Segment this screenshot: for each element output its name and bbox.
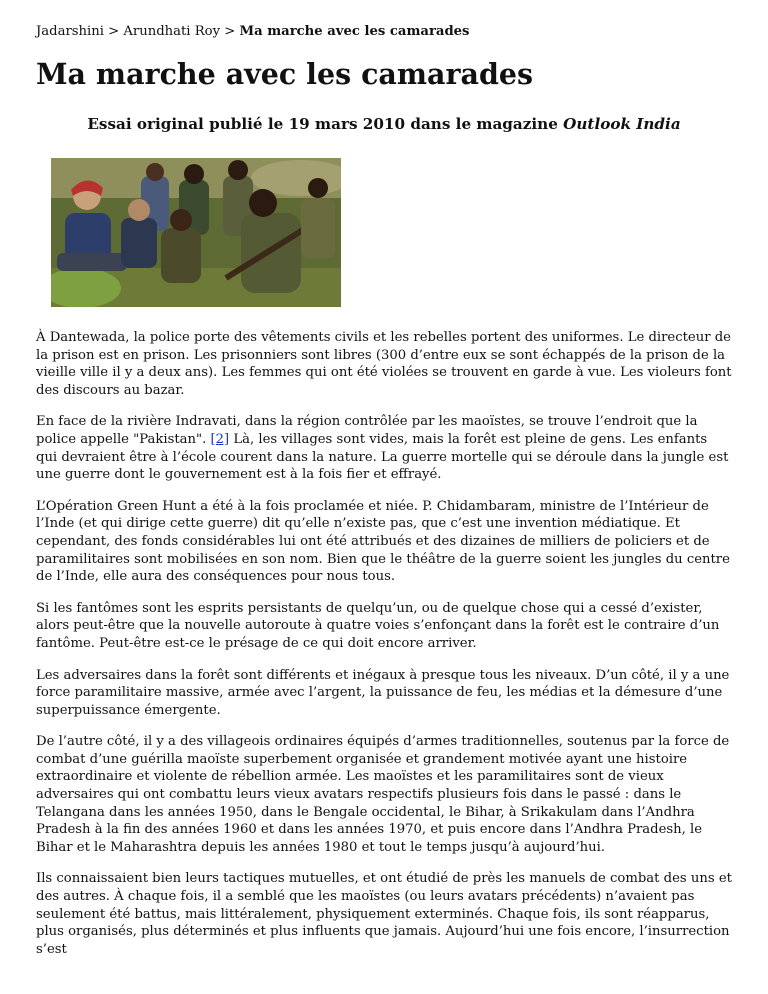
article-photo xyxy=(51,158,341,307)
article-paragraph: Les adversaires dans la forêt sont différents et inégaux à presque tous les niveaux. D’un côté, il y a une force paramilitaire massive, armée avec l’argent, la puissance de feu, les médias et la démesure d’une superpuissance émergente. xyxy=(36,667,730,718)
breadcrumb xyxy=(36,0,732,41)
article-paragraph: À Dantewada, la police porte des vêtements civils et les rebelles portent des uniformes. Le directeur de la prison est en prison. Les prisonniers sont libres (300 d’entre eux se sont échappés de la prison de la vieille ville il y a deux ans). Les femmes qui ont été violées se trouvent en garde à vue. Les violeurs font des discours au bazar. xyxy=(36,330,732,398)
paragraph-text: En face de la rivière Indravati, dans la région contrôlée par les maoïstes, se trouve l’endroit que la police appelle "Pakistan". xyxy=(36,414,698,447)
article-paragraph: De l’autre côté, il y a des villageois ordinaires équipés d’armes traditionnelles, soutenus par la force de combat d’une guérilla maoïste superbement organisée et grandement motivée ayant une histoire extraordinaire et violente de rébellion armée. Les maoïstes et les paramilitaires sont de vieux adversaires qui ont combattu leurs vieux avatars respectifs plusieurs fois dans le passé : dans le Telangana dans les années 1950, dans le Bengale occidental, le Bihar, à Srikakulam dans l’Andhra Pradesh à la fin des années 1960 et dans les années 1970, et puis encore dans l’Andhra Pradesh, le Bihar et le Maharashtra depuis les années 1980 et tout le temps jusqu’à aujourd’hui. xyxy=(36,734,730,855)
page-title: Ma marche avec les camarades xyxy=(36,57,534,91)
footnote-link[interactable]: [2] xyxy=(210,431,230,447)
article-subtitle xyxy=(36,114,732,134)
article-paragraph: Ils connaissaient bien leurs tactiques mutuelles, et ont étudié de près les manuels de combat des uns et des autres. À chaque fois, il a semblé que les maoïstes (ou leurs avatars précédents) n’avaient pas seulement été battus, mais littéralement, physiquement exterminés. Chaque fois, ils sont réapparus, plus organisés, plus déterminés et plus influents que jamais. Aujourd’hui une fois encore, l’insurrection s’est xyxy=(36,871,732,957)
photo-image-icon xyxy=(51,158,341,307)
article-paragraph xyxy=(36,413,732,483)
subtitle-text: Essai original publié le 19 mars 2010 dans le magazine xyxy=(87,115,564,133)
breadcrumb-separator: > xyxy=(220,24,240,39)
breadcrumb-separator: > xyxy=(103,24,124,39)
subtitle-magazine: Outlook India xyxy=(563,115,681,133)
breadcrumb-link-site[interactable]: Jadarshini xyxy=(36,24,104,39)
article-body xyxy=(36,329,732,958)
breadcrumb-current: Ma marche avec les camarades xyxy=(239,24,470,39)
article-paragraph: Si les fantômes sont les esprits persistants de quelqu’un, ou de quelque chose qui a cessé d’exister, alors peut-être que la nouvelle autoroute à quatre voies s’enfonçant dans la forêt est le contraire d’un fantôme. Peut-être est-ce le présage de ce qui doit encore arriver. xyxy=(36,600,720,651)
breadcrumb-link-author[interactable]: Arundhati Roy xyxy=(123,24,221,39)
article-paragraph: L’Opération Green Hunt a été à la fois proclamée et niée. P. Chidambaram, ministre de l’Intérieur de l’Inde (et qui dirige cette guerre) dit qu’elle n’existe pas, que c’est une invention médiatique. Et cependant, des fonds considérables lui ont été attribués et des dizaines de milliers de policiers et de paramilitaires sont mobilisées en son nom. Bien que le théâtre de la guerre soient les jungles du centre de l’Inde, elle aura des conséquences pour nous tous. xyxy=(36,498,730,585)
paragraph-text: Là, les villages sont vides, mais la forêt est pleine de gens. Les enfants qui devraient être à l’école courent dans la nature. La guerre mortelle qui se déroule dans la jungle est une guerre dont le gouvernement est à la fois fier et effrayé. xyxy=(36,431,729,483)
